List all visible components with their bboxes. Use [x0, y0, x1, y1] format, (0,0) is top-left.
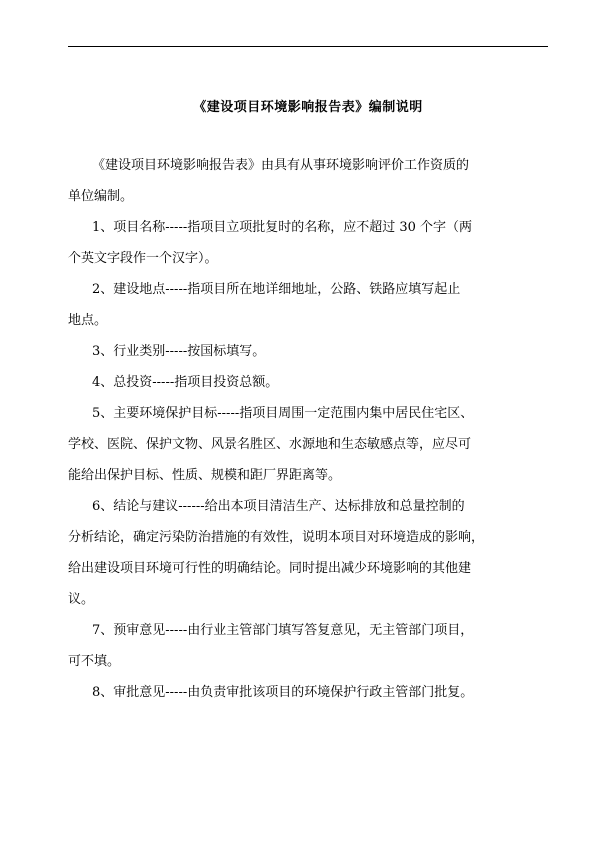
paragraph-line: 6、结论与建议------给出本项目清洁生产、达标排放和总量控制的	[92, 499, 465, 514]
paragraph-line: 给出建设项目环境可行性的明确结论。同时提出减少环境影响的其他建	[68, 561, 472, 576]
header-rule	[68, 46, 548, 47]
paragraph-line: 个英文字段作一个汉字）。	[68, 251, 218, 266]
paragraph-line: 可不填。	[68, 654, 121, 669]
paragraph-item-6	[68, 491, 548, 615]
paragraph-item-7	[68, 615, 548, 677]
paragraph-item-2	[68, 274, 548, 336]
paragraph-line: 议。	[68, 592, 95, 607]
paragraph-intro	[68, 150, 548, 212]
paragraph-item-8	[68, 677, 548, 708]
paragraph-item-1	[68, 212, 548, 274]
paragraph-line: 《建设项目环境影响报告表》由具有从事环境影响评价工作资质的	[92, 158, 470, 173]
paragraph-line: 5、主要环境保护目标-----指项目周围一定范围内集中居民住宅区、	[92, 406, 474, 421]
paragraph-line: 单位编制。	[68, 189, 134, 204]
paragraph-line: 8、审批意见-----由负责审批该项目的环境保护行政主管部门批复。	[92, 685, 474, 700]
paragraph-item-5	[68, 398, 548, 491]
paragraph-line: 2、建设地点-----指项目所在地详细地址，公路、铁路应填写起止	[92, 282, 461, 297]
paragraph-line: 地点。	[68, 313, 108, 328]
paragraph-line: 4、总投资-----指项目投资总额。	[92, 375, 279, 390]
paragraph-line: 学校、医院、保护文物、风景名胜区、水源地和生态敏感点等，应尽可	[68, 437, 472, 452]
paragraph-line: 1、项目名称-----指项目立项批复时的名称，应不超过 30 个字（两	[92, 220, 473, 235]
paragraph-line: 能给出保护目标、性质、规模和距厂界距离等。	[68, 468, 342, 483]
document-body	[68, 150, 548, 708]
paragraph-line: 3、行业类别-----按国标填写。	[92, 344, 266, 359]
paragraph-item-3	[68, 336, 548, 367]
paragraph-line: 7、预审意见-----由行业主管部门填写答复意见，无主管部门项目，	[92, 623, 474, 638]
paragraph-line: 分析结论，确定污染防治措施的有效性，说明本项目对环境造成的影响，	[68, 530, 485, 545]
paragraph-item-4	[68, 367, 548, 398]
document-title: 《建设项目环境影响报告表》编制说明	[193, 100, 423, 115]
